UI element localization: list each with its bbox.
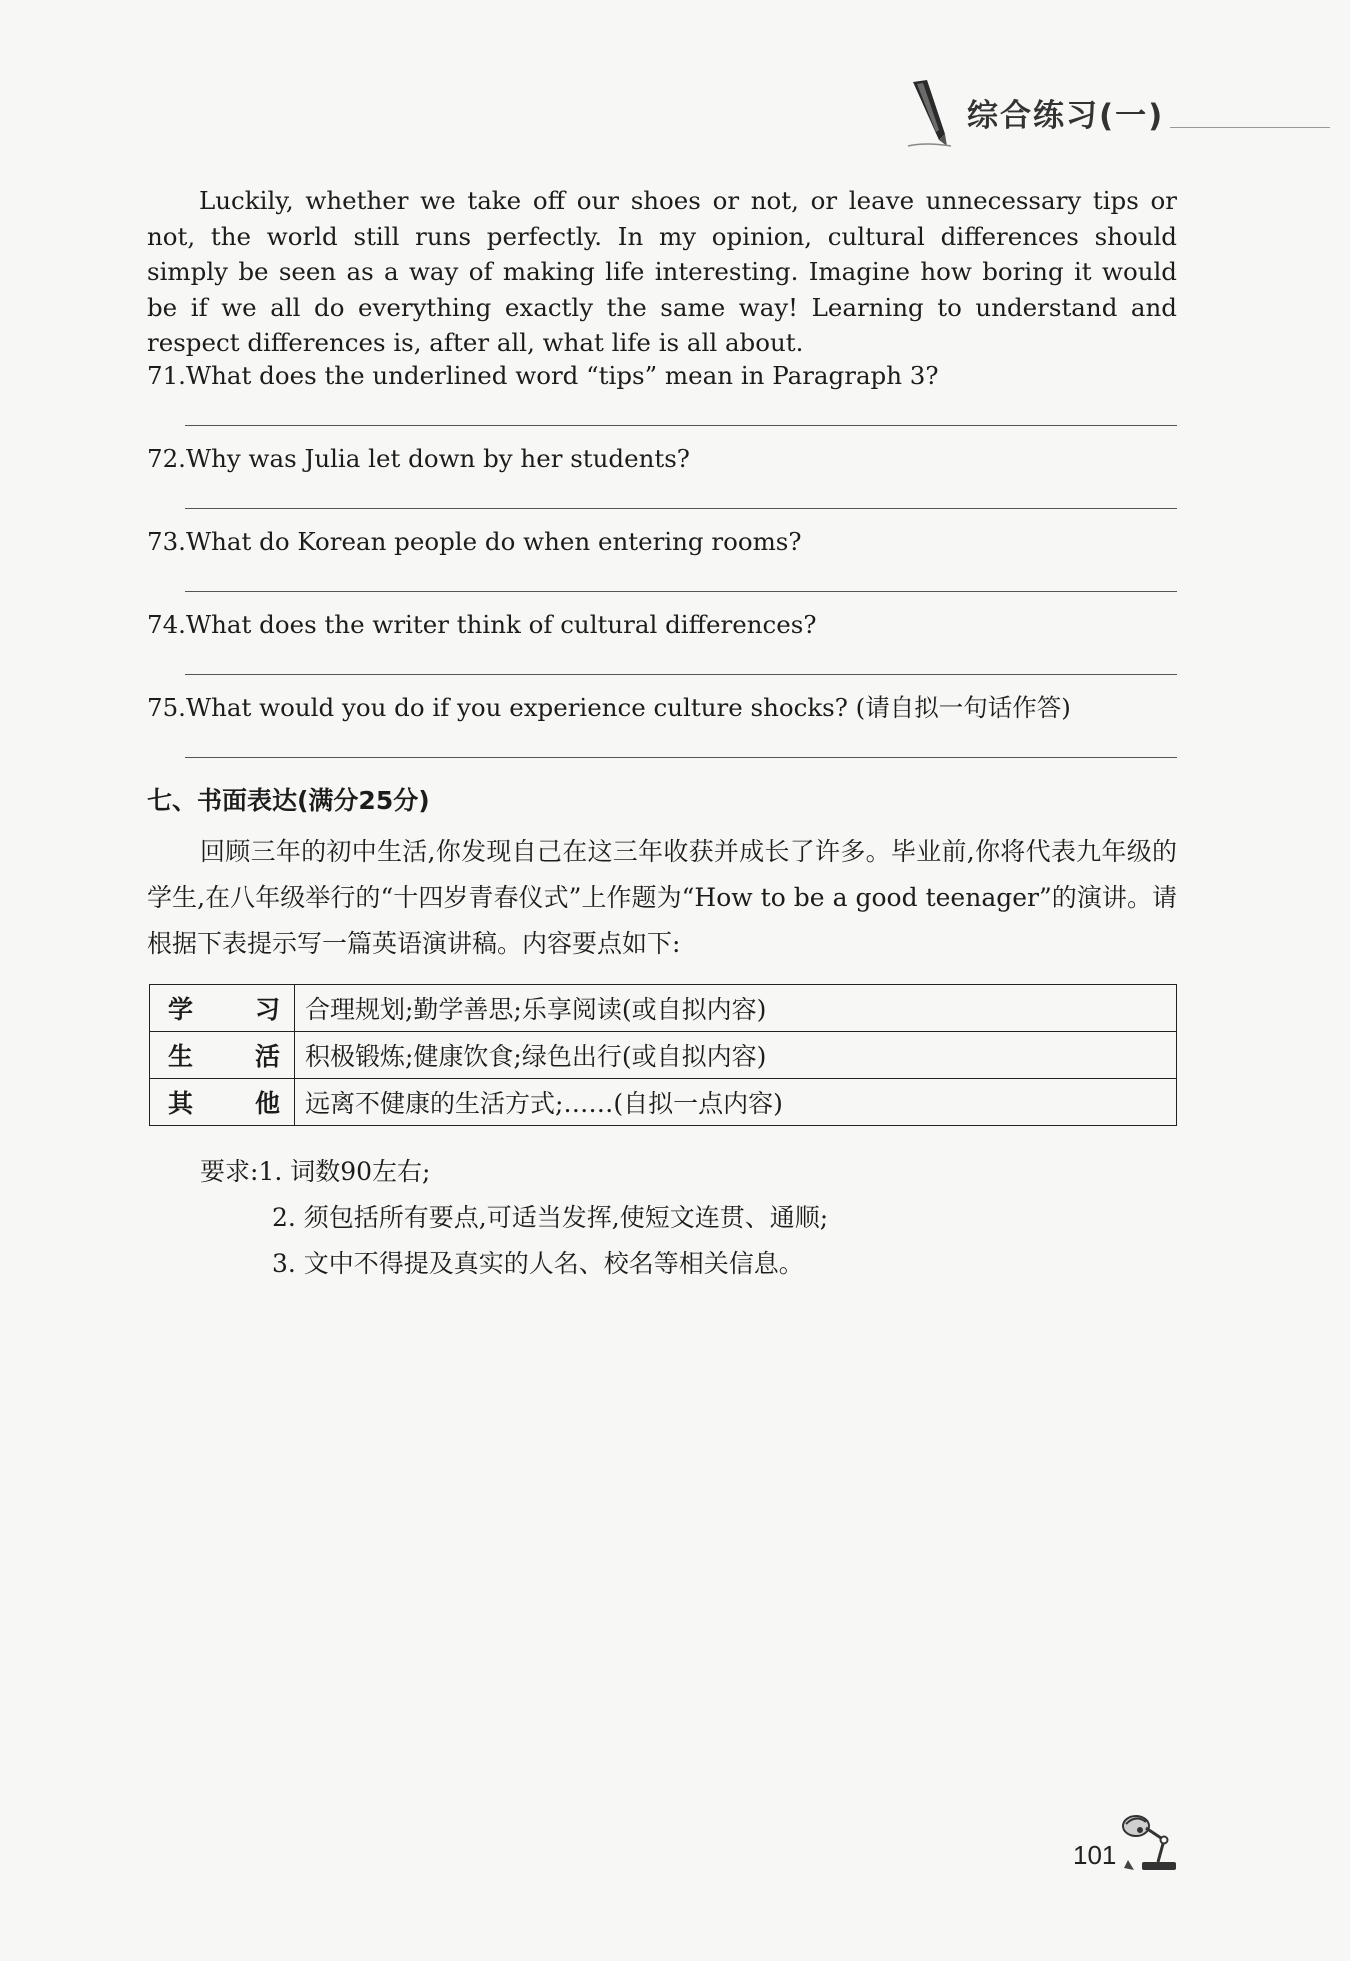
question-75 (147, 690, 1177, 725)
requirements-1 (200, 1149, 430, 1195)
question-number: 72. (147, 444, 186, 473)
question-number: 73. (147, 527, 186, 556)
table-row (150, 1032, 1177, 1079)
requirements-label: 要求: (200, 1157, 259, 1186)
question-number: 74. (147, 610, 186, 639)
pen-icon (905, 78, 955, 148)
section-title: 七、书面表达(满分25分) (147, 786, 430, 815)
question-text: Why was Julia let down by her students? (185, 444, 690, 473)
question-number: 71. (147, 361, 186, 390)
answer-line-73[interactable] (185, 591, 1177, 592)
question-72 (147, 441, 1177, 476)
answer-line-71[interactable] (185, 425, 1177, 426)
page-header (905, 78, 1330, 138)
table-row (150, 1079, 1177, 1126)
page-number: 101 (1073, 1840, 1117, 1870)
reading-passage: Luckily, whether we take off our shoes or not, or leave unnecessary tips or not, the world still runs perfectly. In my opinion, cultural differences should simply be seen as a way of making life interesting. Imagine how boring it would be if we all do everything exactly the same way! Learning to understand and respect differences is, after all, what life is all about. (147, 186, 1177, 357)
requirement-item: 2. 须包括所有要点,可适当发挥,使短文连贯、通顺; (272, 1203, 829, 1232)
question-number: 75. (147, 693, 186, 722)
table-category: 生活 (150, 1032, 295, 1079)
table-content: 远离不健康的生活方式;……(自拟一点内容) (295, 1079, 1177, 1126)
question-text: What do Korean people do when entering rooms? (185, 527, 802, 556)
answer-line-72[interactable] (185, 508, 1177, 509)
page-title: 综合练习(一) (967, 98, 1165, 134)
question-text: What would you do if you experience culture shocks? (请自拟一句话作答) (185, 693, 1071, 722)
question-74 (147, 607, 1177, 642)
writing-intro: 回顾三年的初中生活,你发现自己在这三年收获并成长了许多。毕业前,你将代表九年级的学生,在八年级举行的“十四岁青春仪式”上作题为“How to be a good teenager”的演讲。请根据下表提示写一篇英语演讲稿。内容要点如下: (147, 837, 1177, 958)
header-rule (1170, 127, 1330, 128)
question-73 (147, 524, 1177, 559)
desk-lamp-icon (1120, 1810, 1182, 1874)
question-71 (147, 358, 1177, 393)
requirement-item: 3. 文中不得提及真实的人名、校名等相关信息。 (272, 1249, 804, 1278)
table-content: 合理规划;勤学善思;乐享阅读(或自拟内容) (295, 985, 1177, 1032)
table-category: 学习 (150, 985, 295, 1032)
requirement-item: 1. 词数90左右; (258, 1157, 431, 1186)
question-text: What does the writer think of cultural differences? (185, 610, 817, 639)
table-category: 其他 (150, 1079, 295, 1126)
answer-line-74[interactable] (185, 674, 1177, 675)
answer-line-75[interactable] (185, 757, 1177, 758)
key-points-table (149, 984, 1177, 1126)
table-content: 积极锻炼;健康饮食;绿色出行(或自拟内容) (295, 1032, 1177, 1079)
table-row (150, 985, 1177, 1032)
question-text: What does the underlined word “tips” mean in Paragraph 3? (185, 361, 939, 390)
